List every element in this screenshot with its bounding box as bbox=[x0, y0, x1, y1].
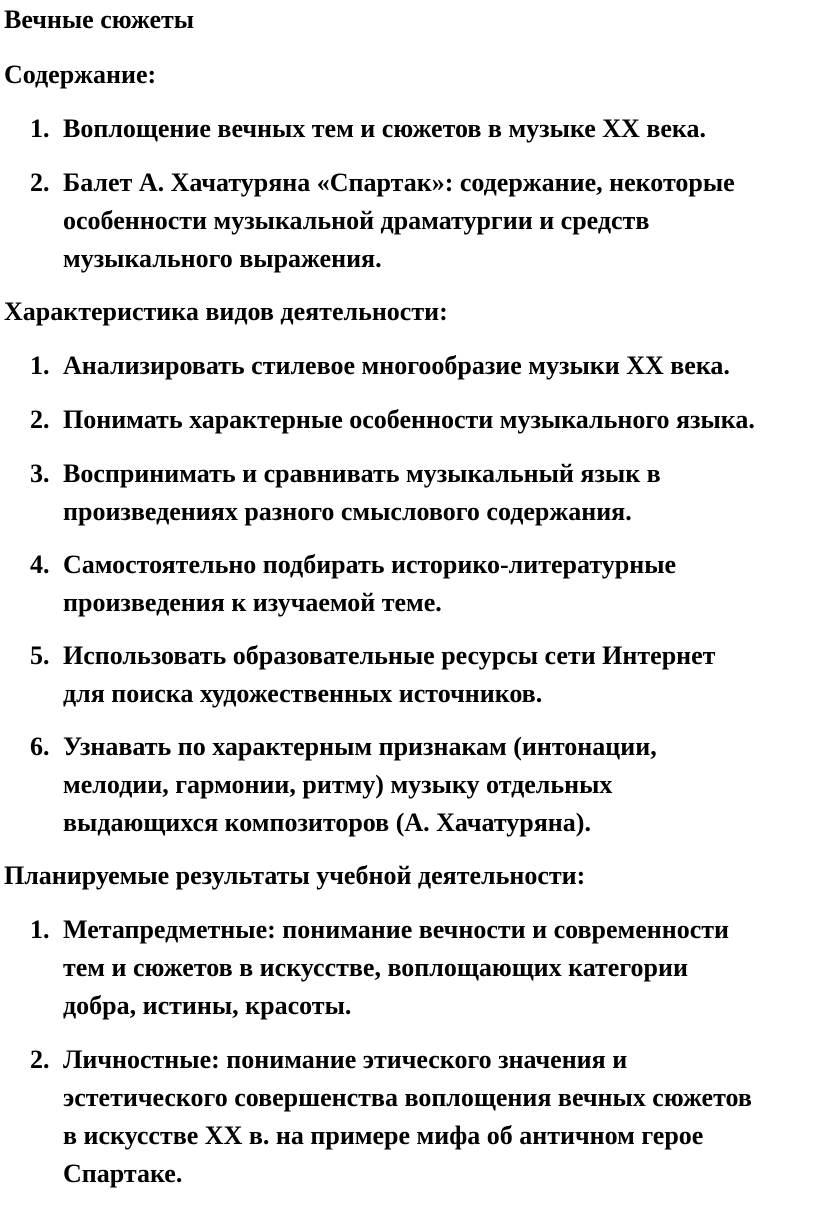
results-item-2-line-1: Личностные: понимание этического значения и bbox=[63, 1045, 628, 1074]
activities-heading: Характеристика видов деятельности: bbox=[4, 297, 448, 326]
activities-item-6-line-1: Узнавать по характерным признакам (интонации, bbox=[63, 732, 657, 761]
activities-item-3-number: 3. bbox=[30, 459, 50, 488]
activities-item-1-line-1: Анализировать стилевое многообразие музыки XX века. bbox=[63, 351, 730, 380]
results-item-1-line-3: добра, истины, красоты. bbox=[63, 991, 352, 1020]
contents-item-1-line-1: Воплощение вечных тем и сюжетов в музыке XX века. bbox=[63, 114, 707, 143]
contents-heading: Содержание: bbox=[4, 60, 157, 89]
document-title: Вечные сюжеты bbox=[4, 5, 195, 34]
activities-item-6-line-2: мелодии, гармонии, ритму) музыку отдельных bbox=[63, 770, 613, 799]
activities-item-6-line-3: выдающихся композиторов (А. Хачатуряна). bbox=[63, 808, 591, 837]
contents-item-2-line-2: особенности музыкальной драматургии и средств bbox=[63, 206, 650, 235]
results-item-2-line-2: эстетического совершенства воплощения вечных сюжетов bbox=[63, 1083, 752, 1112]
contents-item-2-line-1: Балет А. Хачатуряна «Спартак»: содержание, некоторые bbox=[63, 168, 735, 197]
activities-item-4-line-2: произведения к изучаемой теме. bbox=[63, 588, 442, 617]
results-item-2-number: 2. bbox=[30, 1045, 50, 1074]
contents-item-2-line-3: музыкального выражения. bbox=[63, 244, 382, 273]
activities-item-5-number: 5. bbox=[30, 641, 50, 670]
activities-item-4-number: 4. bbox=[30, 550, 50, 579]
results-item-2-line-4: Спартаке. bbox=[63, 1159, 183, 1188]
activities-item-2-number: 2. bbox=[30, 405, 50, 434]
activities-item-2-line-1: Понимать характерные особенности музыкального языка. bbox=[63, 405, 755, 434]
results-item-1-number: 1. bbox=[30, 915, 50, 944]
activities-item-3-line-1: Воспринимать и сравнивать музыкальный язык в bbox=[63, 459, 661, 488]
activities-item-6-number: 6. bbox=[30, 732, 50, 761]
results-heading: Планируемые результаты учебной деятельности: bbox=[4, 861, 586, 890]
activities-item-5-line-1: Использовать образовательные ресурсы сети Интернет bbox=[63, 641, 716, 670]
contents-item-1-number: 1. bbox=[30, 114, 50, 143]
results-item-2-line-3: в искусстве XX в. на примере мифа об античном герое bbox=[63, 1121, 704, 1150]
activities-item-5-line-2: для поиска художественных источников. bbox=[63, 679, 543, 708]
results-item-1-line-1: Метапредметные: понимание вечности и современности bbox=[63, 915, 730, 944]
activities-item-1-number: 1. bbox=[30, 351, 50, 380]
results-item-1-line-2: тем и сюжетов в искусстве, воплощающих категории bbox=[63, 953, 688, 982]
activities-item-4-line-1: Самостоятельно подбирать историко-литературные bbox=[63, 550, 677, 579]
contents-item-2-number: 2. bbox=[30, 168, 50, 197]
activities-item-3-line-2: произведениях разного смыслового содержания. bbox=[63, 497, 632, 526]
